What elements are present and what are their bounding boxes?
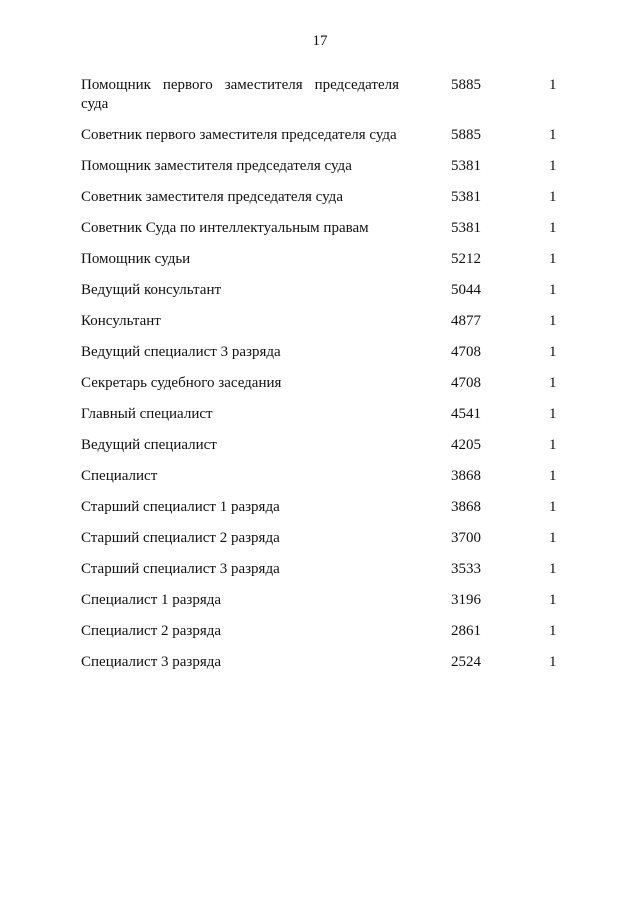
count-value: 1 bbox=[549, 127, 557, 143]
list-item bbox=[81, 405, 581, 424]
count-value: 1 bbox=[549, 561, 557, 577]
position-list bbox=[81, 76, 581, 684]
position-title: Советник заместителя председателя суда bbox=[81, 189, 343, 205]
list-item bbox=[81, 622, 581, 641]
position-title: Ведущий консультант bbox=[81, 282, 222, 298]
salary-value: 5212 bbox=[451, 251, 481, 267]
position-title: Помощник первого заместителя председателя суда bbox=[81, 77, 399, 112]
list-item bbox=[81, 436, 581, 455]
position-title: Помощник судьи bbox=[81, 251, 191, 267]
list-item bbox=[81, 281, 581, 300]
count-value: 1 bbox=[549, 282, 557, 298]
salary-value: 5381 bbox=[451, 220, 481, 236]
position-title: Специалист 1 разряда bbox=[81, 592, 222, 608]
salary-value: 5885 bbox=[451, 77, 481, 93]
salary-value: 4708 bbox=[451, 375, 481, 391]
salary-value: 5381 bbox=[451, 158, 481, 174]
position-title: Советник Суда по интеллектуальным правам bbox=[81, 220, 369, 236]
count-value: 1 bbox=[549, 313, 557, 329]
count-value: 1 bbox=[549, 406, 557, 422]
salary-value: 5381 bbox=[451, 189, 481, 205]
position-title: Старший специалист 2 разряда bbox=[81, 530, 280, 546]
salary-value: 3533 bbox=[451, 561, 481, 577]
position-title: Старший специалист 1 разряда bbox=[81, 499, 280, 515]
list-item bbox=[81, 343, 581, 362]
position-title: Старший специалист 3 разряда bbox=[81, 561, 280, 577]
position-title: Советник первого заместителя председателя суда bbox=[81, 127, 397, 143]
salary-value: 3196 bbox=[451, 592, 481, 608]
salary-value: 4205 bbox=[451, 437, 481, 453]
position-title: Консультант bbox=[81, 313, 161, 329]
salary-value: 2861 bbox=[451, 623, 481, 639]
count-value: 1 bbox=[549, 499, 557, 515]
salary-value: 3700 bbox=[451, 530, 481, 546]
count-value: 1 bbox=[549, 437, 557, 453]
salary-value: 5885 bbox=[451, 127, 481, 143]
list-item bbox=[81, 188, 581, 207]
list-item bbox=[81, 467, 581, 486]
count-value: 1 bbox=[549, 77, 557, 93]
position-title: Специалист 2 разряда bbox=[81, 623, 222, 639]
count-value: 1 bbox=[549, 189, 557, 205]
list-item bbox=[81, 126, 581, 145]
salary-value: 3868 bbox=[451, 499, 481, 515]
list-item bbox=[81, 250, 581, 269]
list-item bbox=[81, 529, 581, 548]
list-item bbox=[81, 76, 581, 114]
list-item bbox=[81, 498, 581, 517]
count-value: 1 bbox=[549, 530, 557, 546]
list-item bbox=[81, 157, 581, 176]
count-value: 1 bbox=[549, 158, 557, 174]
count-value: 1 bbox=[549, 654, 557, 670]
count-value: 1 bbox=[549, 468, 557, 484]
list-item bbox=[81, 374, 581, 393]
salary-value: 4708 bbox=[451, 344, 481, 360]
list-item bbox=[81, 312, 581, 331]
position-title: Ведущий специалист 3 разряда bbox=[81, 344, 281, 360]
position-title: Секретарь судебного заседания bbox=[81, 375, 282, 391]
list-item bbox=[81, 219, 581, 238]
list-item bbox=[81, 560, 581, 579]
position-title: Специалист bbox=[81, 468, 158, 484]
salary-value: 4877 bbox=[451, 313, 481, 329]
position-title: Специалист 3 разряда bbox=[81, 654, 222, 670]
count-value: 1 bbox=[549, 220, 557, 236]
page-number: 17 bbox=[312, 33, 328, 49]
salary-value: 3868 bbox=[451, 468, 481, 484]
count-value: 1 bbox=[549, 623, 557, 639]
list-item bbox=[81, 591, 581, 610]
count-value: 1 bbox=[549, 375, 557, 391]
count-value: 1 bbox=[549, 344, 557, 360]
count-value: 1 bbox=[549, 251, 557, 267]
list-item bbox=[81, 653, 581, 672]
count-value: 1 bbox=[549, 592, 557, 608]
salary-value: 4541 bbox=[451, 406, 481, 422]
salary-value: 2524 bbox=[451, 654, 481, 670]
position-title: Помощник заместителя председателя суда bbox=[81, 158, 352, 174]
position-title: Ведущий специалист bbox=[81, 437, 217, 453]
position-title: Главный специалист bbox=[81, 406, 213, 422]
salary-value: 5044 bbox=[451, 282, 481, 298]
